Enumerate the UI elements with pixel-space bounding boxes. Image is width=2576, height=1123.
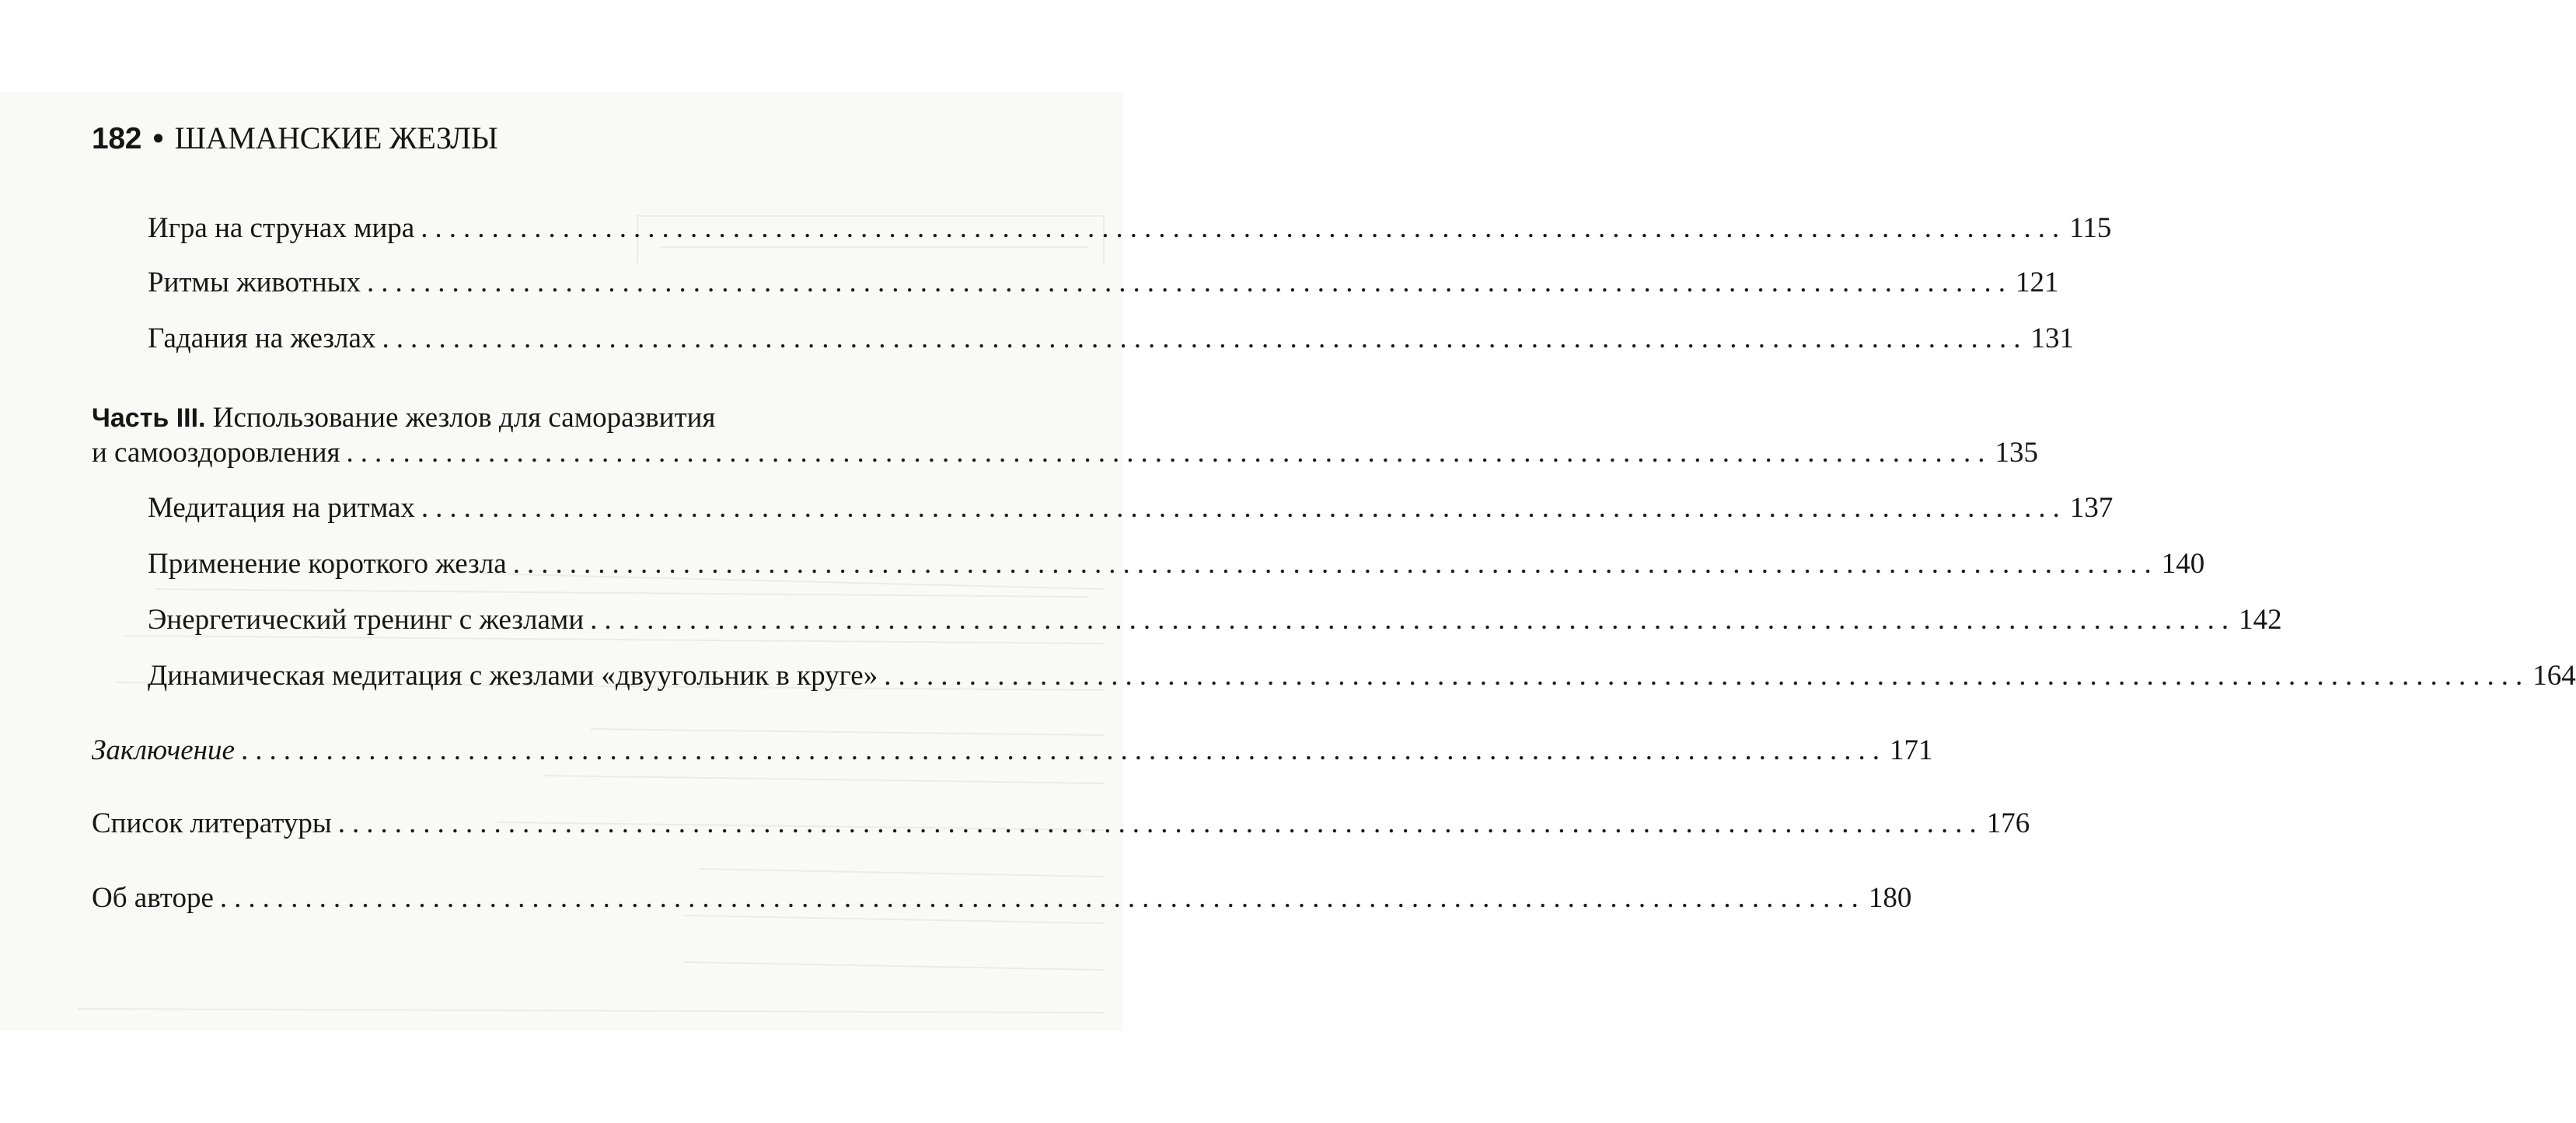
toc-entry-page: 171 [1889,734,1933,766]
toc-part-label: Часть III. [92,403,206,433]
toc-entry-page: 164 [2532,660,2576,692]
toc-entry-page: 140 [2161,548,2205,580]
running-head [92,120,497,156]
toc-entry-title: Об авторе [92,882,214,914]
toc-entry-title: Ритмы животных [148,267,361,298]
book-page [0,92,2576,1031]
running-head-book-title: ШАМАНСКИЕ ЖЕЗЛЫ [174,120,498,155]
toc-entry-title: Динамическая медитация с жезлами «двуугольник в круге» [148,660,878,692]
toc-entry-title: Гадания на жезлах [148,323,376,354]
toc-dot-leader: .................................................................................................................... [884,660,2530,692]
toc-entry-page: 142 [2239,604,2282,636]
toc-entry-page: 135 [1995,437,2039,469]
toc-part-heading [92,401,715,434]
toc-dot-leader: .................................................................................................................... [512,548,2159,580]
toc-entry-page: 121 [2016,267,2059,298]
toc-part-title-line1: Использование жезлов для саморазвития [212,402,716,434]
toc-dot-leader: .................................................................................................................... [421,492,2067,524]
running-head-page-number: 182 [92,122,142,155]
toc-entry-page: 180 [1868,882,1912,914]
toc-part-title-line2: и самооздоровления [92,437,340,469]
toc-entry-page: 131 [2030,323,2074,354]
toc-entry-title: Медитация на ритмах [148,492,415,524]
running-head-separator: • [152,122,164,155]
toc-entry-page: 176 [1986,807,2030,839]
toc-entry-page: 115 [2069,212,2112,244]
toc-entry-title: Список литературы [92,807,332,839]
toc-entry-title: Заключение [92,734,235,766]
toc-dot-leader: .................................................................................................................... [240,734,1887,766]
toc-dot-leader: .................................................................................................................... [337,807,1984,839]
toc-dot-leader: .................................................................................................................... [367,267,2012,298]
toc-dot-leader: .................................................................................................................... [382,323,2028,354]
toc-entry-title: Энергетический тренинг с жезлами [148,604,585,636]
toc-entry-title: Применение короткого жезла [148,548,507,580]
toc-dot-leader: .................................................................................................................... [346,437,1992,469]
toc-dot-leader: .................................................................................................................... [421,212,2067,244]
toc-dot-leader: .................................................................................................................... [590,604,2236,636]
toc-dot-leader: .................................................................................................................... [219,882,1866,914]
toc-entry-title: Игра на струнах мира [148,212,415,244]
toc-entry-page: 137 [2069,492,2114,524]
